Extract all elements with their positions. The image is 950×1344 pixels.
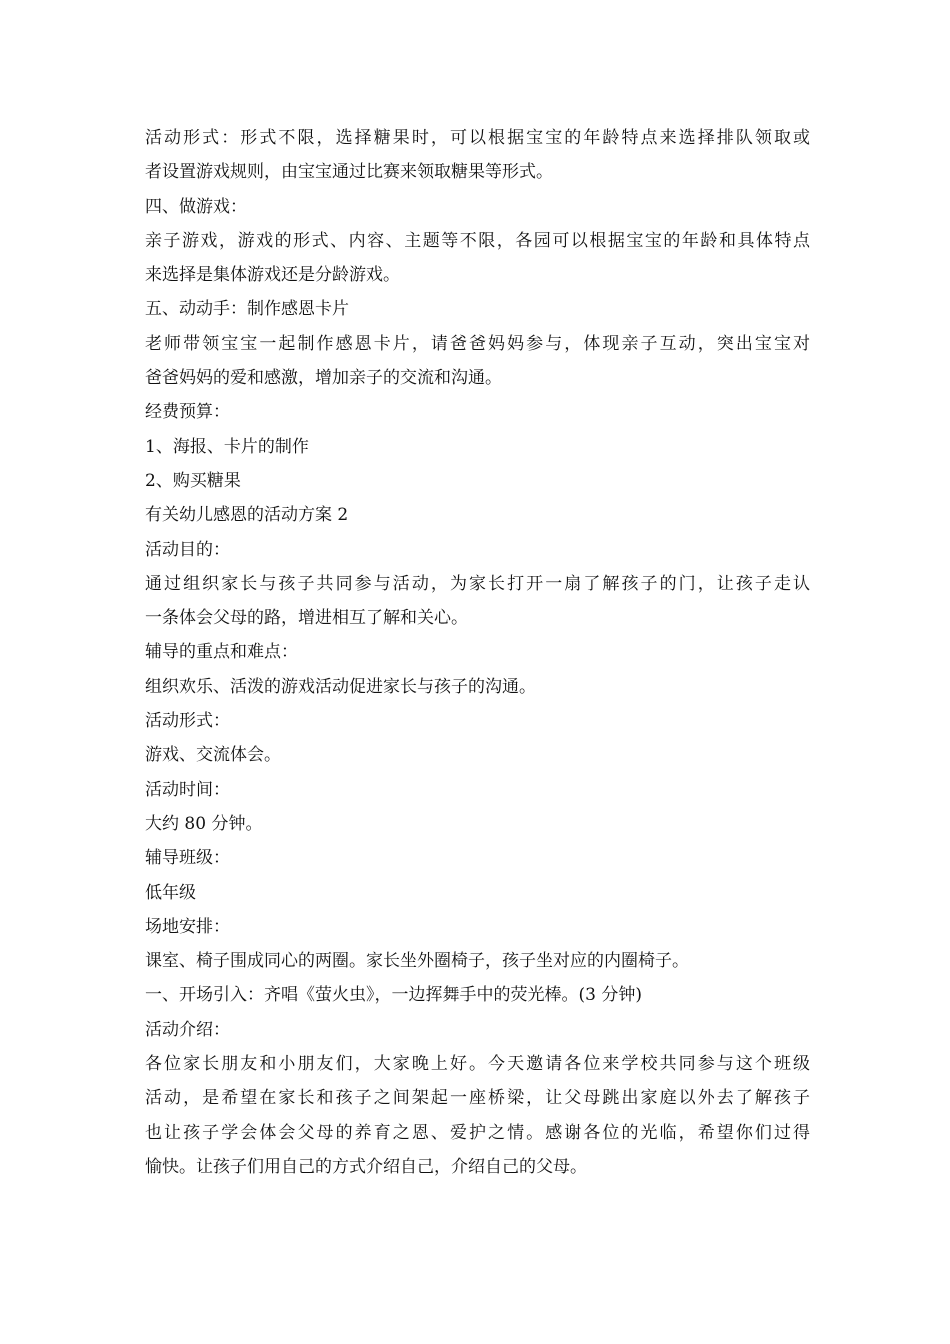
text-line: 大约 80 分钟。 bbox=[145, 813, 263, 834]
text-line: 组织欢乐、活泼的游戏活动促进家长与孩子的沟通。 bbox=[145, 676, 536, 697]
section-heading: 一、开场引入：齐唱《萤火虫》，一边挥舞手中的荧光棒。(3 分钟) bbox=[145, 985, 642, 1006]
text-line: 游戏、交流体会。 bbox=[145, 745, 281, 766]
text-line: 来选择是集体游戏还是分龄游戏。 bbox=[145, 265, 400, 286]
text-line: 通过组织家长与孩子共同参与活动，为家长打开一扇了解孩子的门，让孩子走认 bbox=[145, 573, 810, 594]
text-line: 老师带领宝宝一起制作感恩卡片，请爸爸妈妈参与，体现亲子互动，突出宝宝对 bbox=[145, 333, 810, 354]
text-line: 愉快。让孩子们用自己的方式介绍自己，介绍自己的父母。 bbox=[145, 1156, 587, 1177]
list-item: 2、购买糖果 bbox=[145, 470, 241, 491]
text-line: 者设置游戏规则，由宝宝通过比赛来领取糖果等形式。 bbox=[145, 162, 553, 183]
document-body bbox=[145, 121, 810, 1184]
section-heading: 场地安排： bbox=[145, 916, 230, 937]
list-item: 1、海报、卡片的制作 bbox=[145, 436, 309, 457]
text-line: 低年级 bbox=[145, 882, 196, 903]
section-heading: 四、做游戏： bbox=[145, 196, 247, 217]
text-line: 课室、椅子围成同心的两圈。家长坐外圈椅子，孩子坐对应的内圈椅子。 bbox=[145, 951, 689, 972]
section-heading: 活动时间： bbox=[145, 779, 230, 800]
text-line: 活动形式：形式不限，选择糖果时，可以根据宝宝的年龄特点来选择排队领取或 bbox=[145, 128, 810, 148]
text-line: 各位家长朋友和小朋友们，大家晚上好。今天邀请各位来学校共同参与这个班级 bbox=[145, 1054, 810, 1075]
section-heading: 经费预算： bbox=[145, 402, 230, 423]
text-line: 爸爸妈妈的爱和感激，增加亲子的交流和沟通。 bbox=[145, 368, 502, 389]
section-heading: 活动形式： bbox=[145, 711, 230, 732]
section-heading: 五、动动手：制作感恩卡片 bbox=[145, 299, 349, 320]
text-line: 亲子游戏，游戏的形式、内容、主题等不限，各园可以根据宝宝的年龄和具体特点 bbox=[145, 230, 810, 251]
text-line: 一条体会父母的路，增进相互了解和关心。 bbox=[145, 608, 468, 629]
document-title: 有关幼儿感恩的活动方案 2 bbox=[145, 505, 349, 526]
section-heading: 辅导的重点和难点： bbox=[145, 642, 298, 663]
section-heading: 活动介绍： bbox=[145, 1019, 230, 1040]
section-heading: 辅导班级： bbox=[145, 848, 230, 869]
text-line: 也让孩子学会体会父母的养育之恩、爱护之情。感谢各位的光临，希望你们过得 bbox=[145, 1122, 810, 1143]
section-heading: 活动目的： bbox=[145, 539, 230, 560]
text-line: 活动，是希望在家长和孩子之间架起一座桥梁，让父母跳出家庭以外去了解孩子 bbox=[145, 1088, 810, 1109]
